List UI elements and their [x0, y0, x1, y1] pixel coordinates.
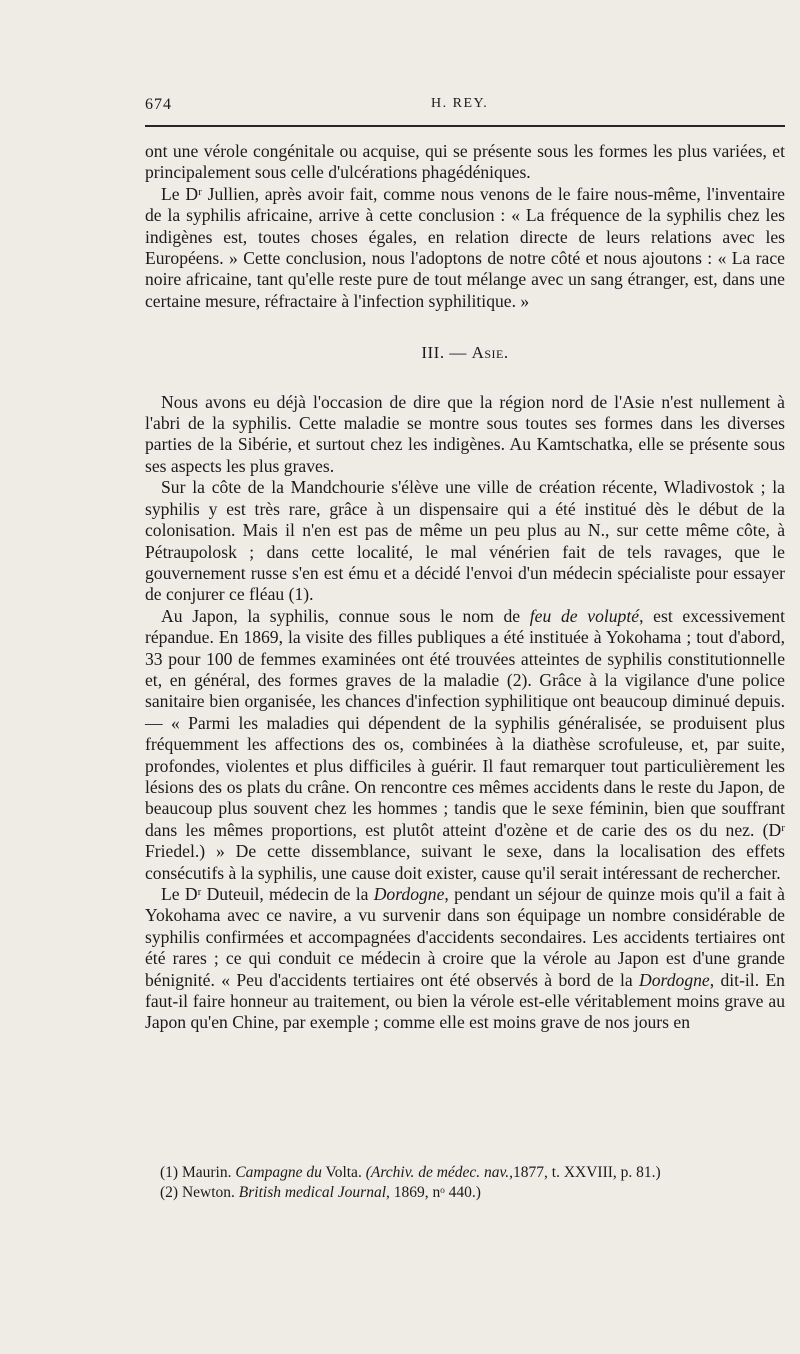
duteuil-text-3: , dit-il. En faut-il faire honneur au traitement, ou bien la vérole est-elle véritablement moins grave au Japon qu'en Chine, par exemple ; comme elle est moins grave de nos jours en — [145, 969, 785, 1033]
footnote-1-title-italic: Campagne du — [235, 1164, 322, 1181]
japon-italic-term: feu de volupté — [529, 605, 640, 626]
running-head — [145, 96, 785, 120]
duteuil-text-1: Le Dʳ Duteuil, médecin de la — [161, 884, 374, 904]
footnotes — [160, 1163, 785, 1203]
duteuil-text-2: , pendant un séjour de quinze mois qu'il a fait à Yokohama avec ce navire, a vu survenir dans son équipage un nombre considérable de syphilis confirmées et accompagnées d'accidents secondaires. Les accidents tertiaires ont été rares ; ce qui conduit ce médecin à croire que la vérole au Japon est d'une grande bénignité. « Peu d'accidents tertiaires ont été observés à bord de la — [145, 884, 785, 990]
section-heading — [145, 342, 785, 363]
paragraph-jullien: Le Dʳ Jullien, après avoir fait, comme nous venons de le faire nous-même, l'inventaire de la syphilis africaine, arrive à cette conclusion : « La fréquence de la syphilis chez les indigènes est, toutes choses égales, en relation directe de leurs relations avec les Européens. » Cette conclusion, nous l'adoptons de notre côté et nous ajoutons : « La race noire africaine, tant qu'elle reste pure de tout mélange avec un sang étranger, est, dans une certaine mesure, réfractaire à l'infection syphilitique. » — [145, 183, 785, 311]
paragraph-duteuil — [145, 884, 785, 1034]
footnote-2-author: Newton. — [181, 1184, 235, 1201]
paragraph-mandchourie: Sur la côte de la Mandchourie s'élève une ville de création récente, Wladivostok ; la syphilis y est très rare, grâce à un dispensaire qui a été institué dès le début de la colonisation. Mais il n'en est pas de même un peu plus au N., sur cette même côte, à Pétraupolosk ; dans cette localité, le mal vénérien fait de tels ravages, que le gouvernement russe s'en est ému et a décidé l'envoi d'un médecin spécialiste pour essayer de conjurer ce fléau (1). — [145, 477, 785, 605]
author-running-title: H. REY. — [431, 96, 489, 111]
body-text — [145, 141, 785, 1034]
footnote-2-marker: (2) — [160, 1184, 179, 1201]
footnote-2-journal: British medical Journal, — [238, 1184, 390, 1201]
footnote-1-title-rest: Volta. — [325, 1164, 362, 1181]
footnote-1-journal: (Archiv. de médec. nav., — [365, 1164, 514, 1181]
duteuil-ship-name-2: Dordogne — [639, 969, 710, 990]
paragraph-japon — [145, 606, 785, 884]
paragraph-asie-nord: Nous avons eu déjà l'occasion de dire que la région nord de l'Asie n'est nullement à l'abri de la syphilis. Cette maladie se montre sous toutes ses formes dans les diverses parties de la Sibérie, et surtout chez les indigènes. Au Kamtschatka, elle se présente sous ses aspects les plus graves. — [145, 391, 785, 476]
page-number: 674 — [145, 96, 172, 113]
japon-text-before: Au Japon, la syphilis, connue sous le nom de — [161, 605, 530, 626]
section-number: III. — — [421, 343, 467, 363]
duteuil-ship-name-1: Dordogne — [373, 884, 445, 904]
footnote-1-rest: 1877, t. XXVIII, p. 81.) — [513, 1164, 661, 1181]
section-title: Asie. — [471, 343, 509, 363]
footnote-1 — [160, 1163, 785, 1183]
header-rule — [145, 125, 785, 127]
japon-text-after: , est excessivement répandue. En 1869, la visite des filles publiques a été instituée à Yokohama ; tout d'abord, 33 pour 100 de femmes examinées ont été trouvées atteintes de syphilis constitutionnelle et, en général, des formes graves de la maladie (2). Grâce à la vigilance d'une police sanitaire bien organisée, les chances d'infection syphilitique ont beaucoup diminué depuis. — « Parmi les maladies qui dépendent de la syphilis généralisée, se produisent plus fréquemment les affections des os, combinées à la diathèse scrofuleuse, et, par suite, profondes, violentes et plus difficiles à guérir. Il faut remarquer tout particulièrement les lésions des os plats du crâne. On rencontre ces mêmes accidents dans le reste du Japon, de beaucoup plus souvent chez les hommes ; tandis que le sexe féminin, bien que souffrant dans les mêmes proportions, est plutôt atteint d'ozène et de carie des os du nez. (Dʳ Friedel.) » De cette dissemblance, suivant le sexe, dans la localisation des effets consécutifs à la syphilis, une cause doit exister, cause qu'il serait intéressant de rechercher. — [145, 605, 785, 883]
footnote-1-marker: (1) — [160, 1164, 179, 1181]
footnote-2 — [160, 1183, 785, 1203]
paragraph-continuation: ont une vérole congénitale ou acquise, qui se présente sous les formes les plus variées, et principalement sous celle d'ulcérations phagédéniques. — [145, 141, 785, 183]
footnote-2-rest: 1869, nᵒ 440.) — [393, 1184, 481, 1201]
footnote-1-author: Maurin. — [181, 1164, 232, 1181]
